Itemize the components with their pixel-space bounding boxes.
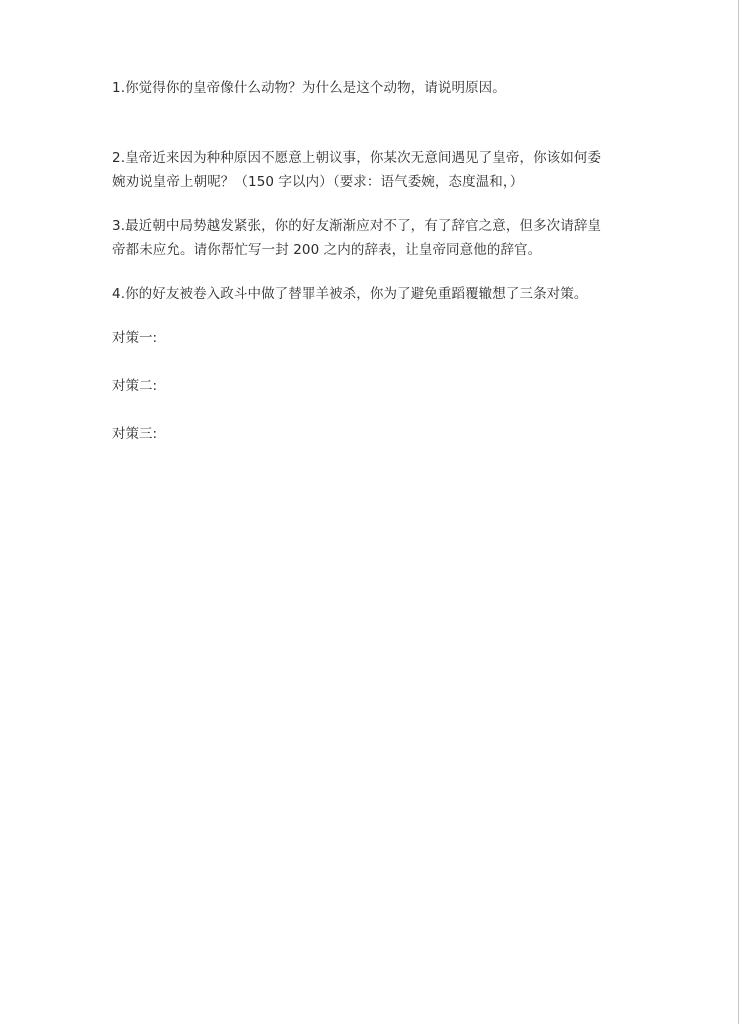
document-content	[112, 76, 612, 470]
strategy-1-label: 对策一:	[112, 330, 158, 346]
question-4: 4.你的好友被卷入政斗中做了替罪羊被杀，你为了避免重蹈覆辙想了三条对策。	[112, 286, 588, 302]
strategy-3-label: 对策三:	[112, 426, 158, 442]
question-3: 3.最近朝中局势越发紧张，你的好友渐渐应对不了，有了辞官之意，但多次请辞皇帝都未应允。请你帮忙写一封 200 之内的辞表，让皇帝同意他的辞官。	[112, 218, 602, 258]
question-1: 1.你觉得你的皇帝像什么动物？为什么是这个动物，请说明原因。	[112, 80, 506, 96]
question-2: 2.皇帝近来因为种种原因不愿意上朝议事，你某次无意间遇见了皇帝，你该如何委婉劝说皇帝上朝呢？（150 字以内）（要求：语气委婉，态度温和，）	[112, 150, 602, 190]
strategy-2-label: 对策二:	[112, 378, 158, 394]
